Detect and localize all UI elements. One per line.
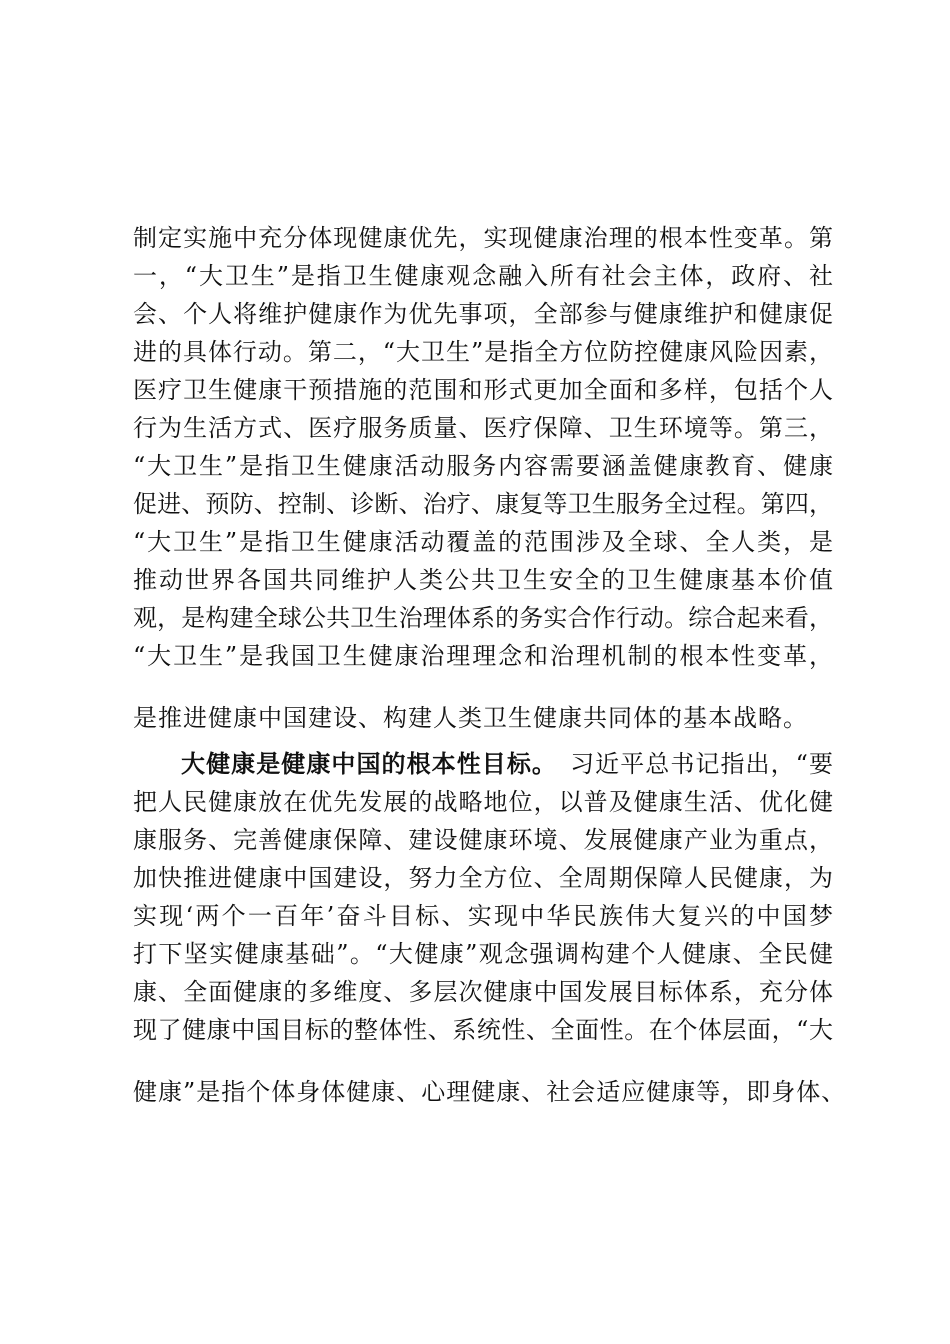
section-heading: 大健康是健康中国的根本性目标。 [181,749,557,778]
paragraph1-line-6: 行为生活方式、医疗服务质量、医疗保障、卫生环境等。第三， [133,414,833,442]
paragraph2-first-line [181,744,833,784]
paragraph1-line-9: “大卫生”是指卫生健康活动覆盖的范围涉及全球、全人类，是 [133,528,833,556]
paragraph1-line-4: 进的具体行动。第二，“大卫生”是指全方位防控健康风险因素， [133,338,833,366]
paragraph2-line-5: 实现‘两个一百年’奋斗目标、实现中华民族伟大复兴的中国梦 [133,902,833,930]
paragraph2-line-3: 康服务、完善健康保障、建设健康环境、发展健康产业为重点， [133,826,833,854]
paragraph1-line-1: 制定实施中充分体现健康优先，实现健康治理的根本性变革。第 [133,224,833,252]
paragraph1-line-5: 医疗卫生健康干预措施的范围和形式更加全面和多样，包括个人 [133,376,833,404]
paragraph2-line-6: 打下坚实健康基础”。“大健康”观念强调构建个人健康、全民健 [133,940,833,968]
paragraph1-line-13: 是推进健康中国建设、构建人类卫生健康共同体的基本战略。 [133,704,808,732]
paragraph1-line-2: 一，“大卫生”是指卫生健康观念融入所有社会主体，政府、社 [133,262,833,290]
paragraph1-line-11: 观，是构建全球公共卫生治理体系的务实合作行动。综合起来看， [133,604,833,632]
paragraph2-line-4: 加快推进健康中国建设，努力全方位、全周期保障人民健康，为 [133,864,833,892]
paragraph2-line-2: 把人民健康放在优先发展的战略地位，以普及健康生活、优化健 [133,788,833,816]
paragraph1-line-12: “大卫生”是我国卫生健康治理理念和治理机制的根本性变革， [133,642,833,670]
paragraph1-line-3: 会、个人将维护健康作为优先事项，全部参与健康维护和健康促 [133,300,833,328]
paragraph2-line-9: 健康”是指个体身体健康、心理健康、社会适应健康等，即身体、 [133,1078,847,1106]
paragraph2-first-line-text: 习近平总书记指出，“要 [569,750,833,778]
paragraph1-line-7: “大卫生”是指卫生健康活动服务内容需要涵盖健康教育、健康 [133,452,833,480]
paragraph2-line-8: 现了健康中国目标的整体性、系统性、全面性。在个体层面，“大 [133,1016,833,1044]
paragraph1-line-10: 推动世界各国共同维护人类公共卫生安全的卫生健康基本价值 [133,566,833,594]
paragraph2-line-7: 康、全面健康的多维度、多层次健康中国发展目标体系，充分体 [133,978,833,1006]
paragraph1-line-8: 促进、预防、控制、诊断、治疗、康复等卫生服务全过程。第四， [133,490,833,518]
